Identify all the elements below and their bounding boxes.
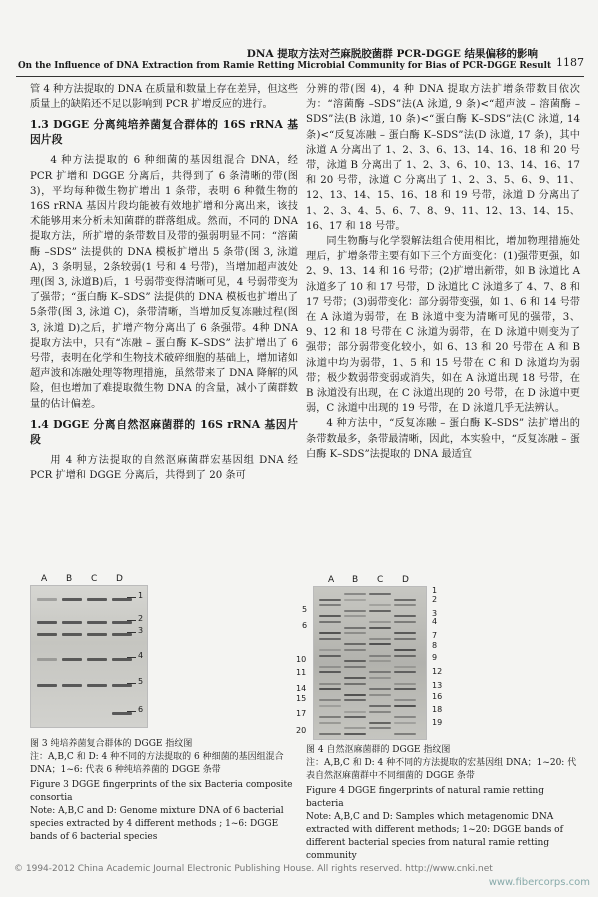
figure-4-caption bbox=[306, 744, 580, 863]
gel-band bbox=[394, 705, 416, 707]
lane-label: C bbox=[377, 575, 384, 585]
band-label: 20 bbox=[296, 726, 307, 735]
copyright-footer: © 1994-2012 China Academic Journal Electronic Publishing House. All rights reserved. http://www.cnki.net bbox=[14, 864, 493, 874]
gel-band bbox=[369, 643, 391, 645]
band-label: 17 bbox=[296, 709, 307, 718]
band-label: 5 bbox=[138, 677, 144, 686]
gel-band bbox=[394, 632, 416, 634]
gel-band bbox=[394, 655, 416, 657]
header-rule bbox=[16, 76, 584, 77]
gel-band bbox=[319, 655, 341, 657]
gel-band bbox=[344, 677, 366, 679]
gel-band bbox=[369, 694, 391, 696]
lane-label: D bbox=[116, 574, 123, 584]
note-cn: 注：A,B,C 和 D: 4 种不同的方法提取的 6 种细菌的基因组混合 DNA；1~6: 代表 6 种纯培养菌的 DGGE 条带 bbox=[30, 752, 284, 775]
note-en: Note: A,B,C and D: Genome mixture DNA of 6 bacterial species extracted by 4 different methods ; 1~6: DGGE bands of 6 bacterial species bbox=[30, 806, 284, 842]
gel-band bbox=[344, 733, 366, 735]
gel-band bbox=[394, 604, 416, 606]
gel-band bbox=[112, 684, 132, 687]
gel-band bbox=[112, 712, 132, 715]
band-label: 4 bbox=[432, 617, 438, 626]
gel-band bbox=[394, 599, 416, 601]
gel-band bbox=[112, 658, 132, 661]
figure-3-caption bbox=[30, 738, 302, 844]
note-cn: 注：A,B,C 和 D: 4 种不同的方法提取的宏基因组 DNA；1~20: 代表自然沤麻菌群中不同细菌的 DGGE 条带 bbox=[306, 758, 577, 781]
gel-band bbox=[344, 699, 366, 701]
band-label: 5 bbox=[302, 605, 308, 614]
band-label: 1 bbox=[432, 586, 438, 595]
caption-en: Figure 3 DGGE fingerprints of the six Bacteria composite consortia bbox=[30, 780, 293, 803]
band-label: 3 bbox=[138, 626, 144, 635]
gel-band bbox=[319, 733, 341, 735]
gel-band bbox=[344, 666, 366, 668]
gel-band bbox=[369, 677, 391, 679]
gel-band bbox=[344, 593, 366, 595]
gel-band bbox=[394, 716, 416, 718]
caption-cn: 图 3 纯培养菌复合群体的 DGGE 指纹图 bbox=[30, 739, 193, 749]
gel-band bbox=[344, 599, 366, 601]
gel-band bbox=[319, 615, 341, 617]
band-label: 11 bbox=[296, 668, 307, 677]
left-column bbox=[30, 82, 298, 483]
gel-band bbox=[87, 658, 107, 661]
gel-band bbox=[344, 727, 366, 729]
gel-band bbox=[319, 683, 341, 685]
band-label: 19 bbox=[432, 718, 443, 727]
gel-band bbox=[319, 705, 341, 707]
gel-band bbox=[394, 671, 416, 673]
band-label: 7 bbox=[432, 631, 438, 640]
gel-band bbox=[394, 649, 416, 651]
band-tick bbox=[127, 597, 136, 598]
gel-band bbox=[62, 684, 82, 687]
watermark: www.fibercorps.com bbox=[488, 877, 590, 888]
gel-band bbox=[394, 733, 416, 735]
paragraph: 同生物酶与化学裂解法组合使用相比，增加物理措施处理后，扩增条带主要有如下三个方面变化：(1)强带更强，如 2、9、13、14 和 16 号带；(2)扩增出新带，如 B 泳道比 A 泳道多了 10 和 17 号带，D 泳道比 C 泳道多了 4、7、8 和 17 号带；(3)弱带变化：部分弱带变强，如 1、6 和 14 号带在 A 泳道为弱带，在 B 泳道中变为清晰可见的强带，3、9、12 和 18 号带在 C 泳道为弱带，在 D 泳道中则变为了强带；部分弱带变化较小，如 6、13 和 20 号带在 A 和 B 泳道中均为弱带，1、5 和 15 号带在 C 和 D 泳道均为弱带；极少数弱带变弱或消失，如在 A 泳道出现 18 号带，在 B 泳道没有出现，在 C 泳道出现的 20 号带，在 D 泳道中更弱，C 泳道中出现的 19 号带，在 D 泳道几乎无法辨认。 bbox=[306, 236, 580, 415]
gel-band bbox=[394, 615, 416, 617]
gel-band bbox=[394, 638, 416, 640]
gel-band bbox=[369, 638, 391, 640]
gel-band bbox=[369, 593, 391, 595]
gel-band bbox=[319, 649, 341, 651]
gel-band bbox=[369, 722, 391, 724]
band-label: 12 bbox=[432, 667, 443, 676]
gel-band bbox=[369, 705, 391, 707]
band-tick bbox=[127, 711, 136, 712]
gel-band bbox=[37, 621, 57, 624]
gel-band bbox=[62, 598, 82, 601]
band-label: 16 bbox=[432, 692, 443, 701]
lane-label: C bbox=[91, 574, 98, 584]
band-tick bbox=[127, 632, 136, 633]
gel-band bbox=[369, 671, 391, 673]
gel-band bbox=[319, 699, 341, 701]
gel-band bbox=[369, 604, 391, 606]
band-label: 2 bbox=[432, 595, 438, 604]
gel-band bbox=[319, 599, 341, 601]
gel-band bbox=[87, 684, 107, 687]
gel-band bbox=[344, 610, 366, 612]
gel-band bbox=[394, 683, 416, 685]
gel-band bbox=[394, 722, 416, 724]
gel-band bbox=[344, 627, 366, 629]
gel-band bbox=[87, 633, 107, 636]
band-label: 8 bbox=[432, 641, 438, 650]
gel-band bbox=[87, 598, 107, 601]
caption-cn: 图 4 自然沤麻菌群的 DGGE 指纹图 bbox=[306, 745, 451, 755]
gel-band bbox=[319, 716, 341, 718]
gel-band bbox=[319, 666, 341, 668]
band-label: 3 bbox=[432, 609, 438, 618]
band-label: 18 bbox=[432, 705, 443, 714]
right-column bbox=[306, 82, 580, 462]
lane-label: D bbox=[402, 575, 409, 585]
gel-band bbox=[37, 633, 57, 636]
band-label: 14 bbox=[296, 684, 307, 693]
gel-band bbox=[37, 684, 57, 687]
gel-band bbox=[112, 598, 132, 601]
gel-band bbox=[87, 621, 107, 624]
gel-band bbox=[369, 660, 391, 662]
gel-band bbox=[344, 615, 366, 617]
band-tick bbox=[127, 620, 136, 621]
lane-label: B bbox=[66, 574, 73, 584]
gel-band bbox=[319, 621, 341, 623]
band-label: 15 bbox=[296, 694, 307, 703]
gel-band bbox=[369, 621, 391, 623]
paragraph: 用 4 种方法提取的自然沤麻菌群宏基因组 DNA 经 PCR 扩增和 DGGE 分离后，共得到了 20 条可 bbox=[30, 454, 298, 482]
caption-en: Figure 4 DGGE fingerprints of natural ramie retting bacteria bbox=[306, 786, 544, 809]
gel-band bbox=[112, 621, 132, 624]
band-label: 6 bbox=[138, 705, 144, 714]
band-label: 10 bbox=[296, 655, 307, 664]
band-tick bbox=[127, 683, 136, 684]
band-label: 4 bbox=[138, 651, 144, 660]
gel-band bbox=[319, 604, 341, 606]
lane-label: B bbox=[352, 575, 359, 585]
band-label: 6 bbox=[302, 621, 308, 630]
gel-band bbox=[344, 643, 366, 645]
gel-band bbox=[37, 658, 57, 661]
band-label: 9 bbox=[432, 653, 438, 662]
paragraph: 4 种方法中，“反复冻融 – 蛋白酶 K–SDS” 法扩增出的条带数最多，条带最清晰，因此，本实验中，“反复冻融 – 蛋白酶 K–SDS”法提取的 DNA 最适宜 bbox=[306, 418, 580, 460]
figure-4-gel-image bbox=[313, 586, 427, 740]
paragraph: 分辨的带(图 4)，4 种 DNA 提取方法扩增条带数目依次为：“溶菌酶 –SDS”法(A 泳道, 9 条)<“超声波 – 溶菌酶 –SDS”法(B 泳道, 10 条)<“蛋白酶 K–SDS”法(C 泳道, 14 条)<“反复冻融 – 蛋白酶 K–SDS”法(D 泳道, 17 条)，其中泳道 A 分离出了 1、2、3、6、13、14、16、18 和 20 号带，泳道 B 分离出了 1、2、3、6、10、13、14、16、17 和 20 号带，泳道 C 分离出了 1、2、3、5、6、9、11、12、13、14、15、16、18 和 19 号带，泳道 D 分离出了 1、2、3、4、5、6、7、8、9、11、12、13、14、15、16、17 和 18 号带。 bbox=[306, 84, 580, 232]
gel-band bbox=[369, 688, 391, 690]
gel-band bbox=[62, 621, 82, 624]
lane-label: A bbox=[328, 575, 335, 585]
band-tick bbox=[127, 657, 136, 658]
paragraph: 4 种方法提取的 6 种细菌的基因组混合 DNA，经 PCR 扩增和 DGGE 分离后，共得到了 6 条清晰的带(图 3)，平均每种微生物扩增出 1 条带，表明 6 种微生物的 16S rRNA 基因片段均能被有效地扩增和分离出来，该技术能够用来分析未知菌群的群落组成。然而，不同的 DNA 提取方法，所扩增的条带数目及带的强弱明显不同：“溶菌酶 –SDS” 法提供的 DNA 模板扩增出 5 条带(图 3, 泳道 A)，3 条明显，2条较弱(1 号和 4 号带)，当增加超声波处理(图 3, 泳道B)后，1 号弱带变得清晰可见，4 号弱带变为了强带；“蛋白酶 K–SDS” 法提供的 DNA 模板也扩增出了 5条带(图 3, 泳道 C)，条带清晰，当增加反复冻融过程(图 3, 泳道 D)之后，扩增产物分离出了 6 条强带。4种 DNA 提取方法中，只有“冻融 – 蛋白酶 K–SDS” 法扩增出了 6 号带，表明在化学和生物技术破碎细胞的基础上，增加诸如超声波和冻融处理等物理措施，虽然带来了 DNA 降解的风险，但也增加了难提取微生物 DNA 的含量，减小了菌群数量的估计偏差。 bbox=[30, 155, 298, 410]
gel-band bbox=[344, 711, 366, 713]
gel-band bbox=[394, 699, 416, 701]
section-heading: 1.4 DGGE 分离自然沤麻菌群的 16S rRNA 基因片段 bbox=[30, 417, 298, 446]
gel-band bbox=[369, 727, 391, 729]
page-number: 1187 bbox=[556, 56, 584, 69]
gel-band bbox=[319, 688, 341, 690]
gel-band bbox=[394, 666, 416, 668]
running-title-cn: DNA 提取方法对苎麻脱胶菌群 PCR-DGGE 结果偏移的影响 bbox=[246, 48, 538, 60]
gel-band bbox=[319, 722, 341, 724]
running-title-en: On the Influence of DNA Extraction from Ramie Retting Microbial Community for Bias of PCR-DGGE Result bbox=[18, 61, 552, 71]
paragraph: 管 4 种方法提取的 DNA 在质量和数量上存在差异，但这些质量上的缺陷还不足以影响到 PCR 扩增反应的进行。 bbox=[30, 84, 298, 111]
note-en: Note: A,B,C and D: Samples which metagenomic DNA extracted with different methods; 1~20: DGGE bands of different bacterial species from natural ramie retting community bbox=[306, 812, 563, 861]
lane-label: A bbox=[41, 574, 48, 584]
gel-band bbox=[369, 655, 391, 657]
gel-band bbox=[344, 660, 366, 662]
gel-band bbox=[394, 621, 416, 623]
gel-band bbox=[344, 694, 366, 696]
gel-band bbox=[369, 627, 391, 629]
gel-band bbox=[319, 671, 341, 673]
section-heading: 1.3 DGGE 分离纯培养菌复合群体的 16S rRNA 基因片段 bbox=[30, 118, 298, 147]
gel-band bbox=[319, 638, 341, 640]
gel-band bbox=[319, 632, 341, 634]
band-label: 1 bbox=[138, 591, 144, 600]
gel-band bbox=[369, 610, 391, 612]
band-label: 2 bbox=[138, 614, 144, 623]
gel-band bbox=[344, 683, 366, 685]
gel-band bbox=[62, 658, 82, 661]
gel-band bbox=[394, 688, 416, 690]
gel-band bbox=[344, 649, 366, 651]
gel-band bbox=[37, 598, 57, 601]
gel-band bbox=[344, 716, 366, 718]
band-label: 13 bbox=[432, 681, 443, 690]
gel-band bbox=[344, 632, 366, 634]
gel-band bbox=[112, 633, 132, 636]
gel-band bbox=[62, 633, 82, 636]
gel-band bbox=[369, 711, 391, 713]
